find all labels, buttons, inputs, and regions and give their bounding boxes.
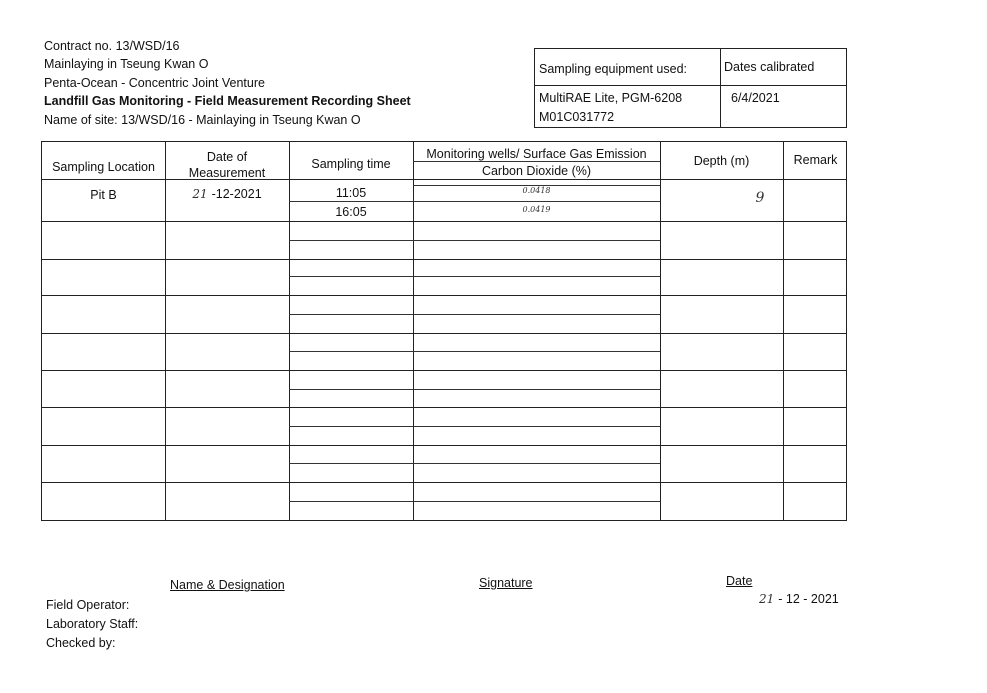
row-sampling-location: Pit B (90, 188, 117, 202)
name-designation-heading: Name & Designation (170, 578, 285, 592)
header-carbon-dioxide: Carbon Dioxide (%) (481, 164, 592, 178)
equipment-serial: M01C031772 (539, 110, 615, 124)
sub-row-line (289, 314, 660, 315)
sub-row-line (289, 240, 660, 241)
row-date-rest: -12-2021 (211, 187, 262, 201)
equipment-divider-horizontal (535, 85, 846, 86)
sheet-title: Landfill Gas Monitoring - Field Measurement Recording Sheet (44, 94, 411, 108)
checked-by-label: Checked by: (46, 636, 116, 650)
sub-row-line (289, 426, 660, 427)
equipment-header: Sampling equipment used: (539, 62, 688, 76)
row-time-1: 11:05 (335, 186, 367, 200)
row-date (165, 186, 289, 202)
row-co2-1: 0.0418 (522, 186, 551, 195)
header-remark: Remark (793, 153, 838, 167)
handwritten-footer-day: 21 (759, 592, 775, 606)
contract-number: Contract no. 13/WSD/16 (44, 39, 180, 53)
site-name: Name of site: 13/WSD/16 - Mainlaying in Tseung Kwan O (44, 113, 361, 127)
header-date-line2: Measurement (188, 166, 266, 180)
row-divider (42, 333, 846, 334)
sub-row-line (289, 501, 660, 502)
row-divider (42, 482, 846, 483)
project-name: Mainlaying in Tseung Kwan O (44, 57, 209, 71)
sub-row-line (289, 463, 660, 464)
equipment-box (534, 48, 847, 128)
row-divider (42, 259, 846, 260)
row-divider (42, 370, 846, 371)
header-sampling-location: Sampling Location (52, 160, 155, 174)
signature-heading: Signature (479, 576, 533, 590)
row-divider (42, 445, 846, 446)
header-depth: Depth (m) (693, 154, 750, 168)
header-date-line1: Date of (206, 150, 248, 164)
row-divider (42, 295, 846, 296)
row-time-2: 16:05 (335, 205, 367, 219)
calibration-date: 6/4/2021 (731, 91, 780, 105)
footer-date (759, 592, 839, 606)
laboratory-staff-label: Laboratory Staff: (46, 617, 139, 631)
row-co2-2: 0.0419 (522, 205, 551, 214)
header-bottom-line (42, 179, 846, 180)
header-sampling-time: Sampling time (311, 157, 391, 171)
recording-table (41, 141, 847, 521)
field-operator-label: Field Operator: (46, 598, 130, 612)
header-monitoring-wells: Monitoring wells/ Surface Gas Emission (426, 147, 647, 161)
equipment-model: MultiRAE Lite, PGM-6208 (539, 91, 683, 105)
sub-row-line (289, 351, 660, 352)
footer-date-rest: - 12 - 2021 (778, 592, 839, 606)
contractor-name: Penta-Ocean - Concentric Joint Venture (44, 76, 265, 90)
date-heading: Date (726, 574, 753, 588)
sub-row-line (289, 201, 660, 202)
sub-row-line (289, 389, 660, 390)
calibration-header: Dates calibrated (724, 60, 815, 74)
row-depth: 9 (755, 190, 765, 206)
sub-row-line (289, 276, 660, 277)
handwritten-day: 21 (192, 187, 208, 201)
row-divider (42, 221, 846, 222)
equipment-divider-vertical (720, 49, 721, 127)
row-divider (42, 407, 846, 408)
